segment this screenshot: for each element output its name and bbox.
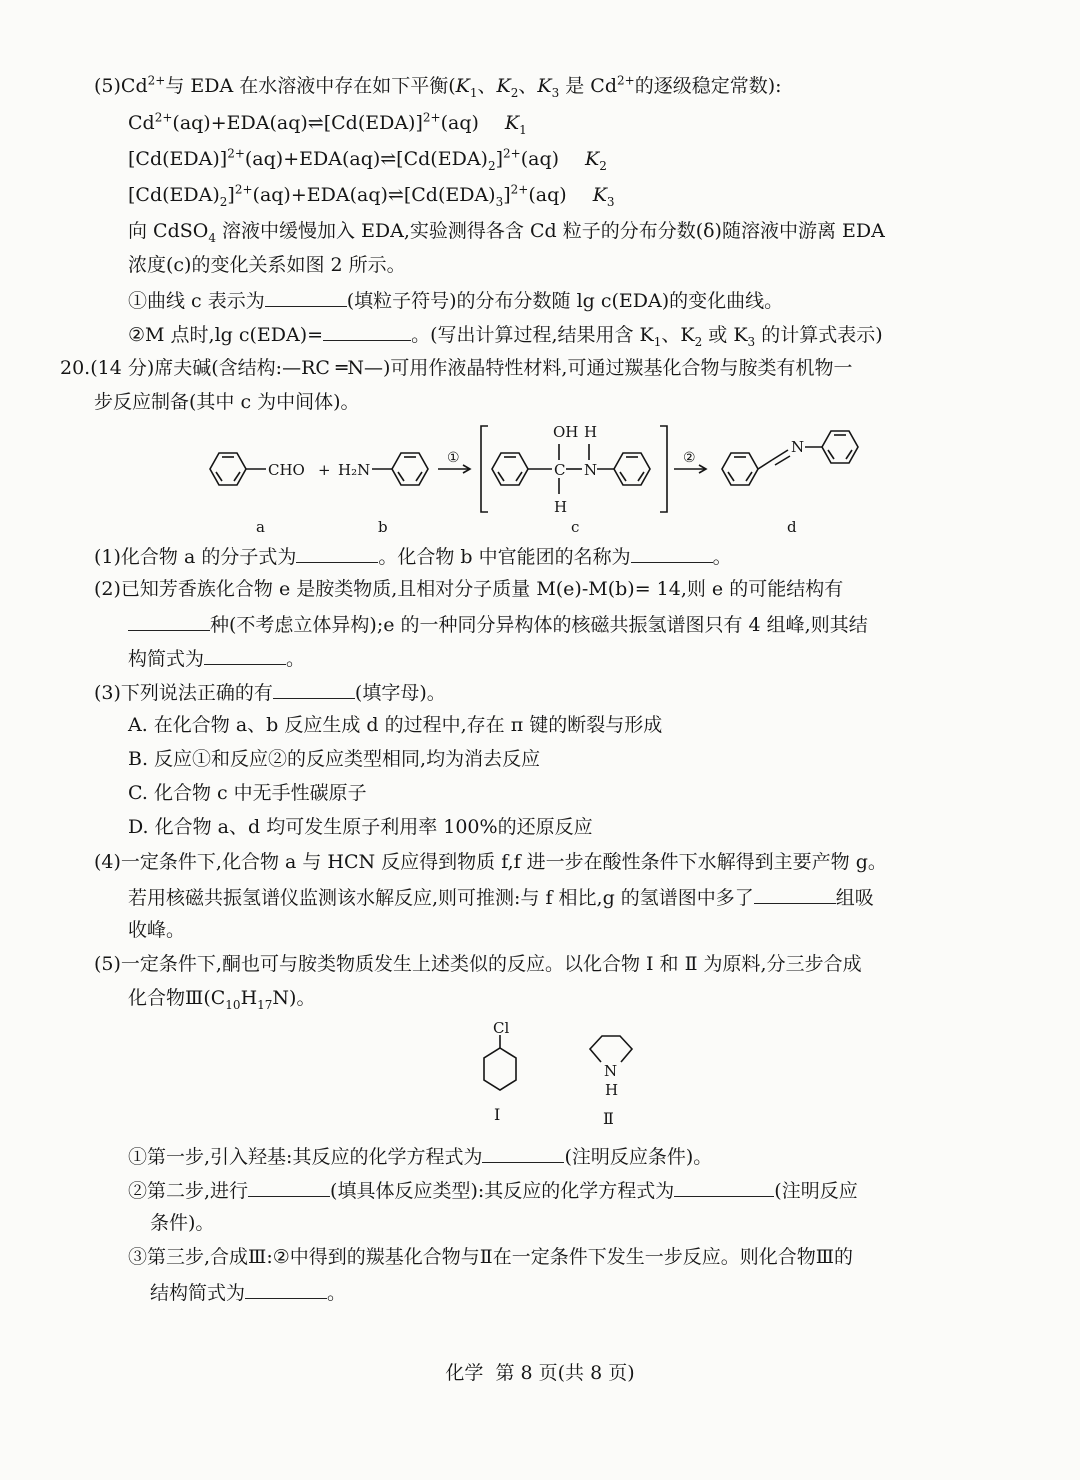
oh-label: OH — [553, 423, 579, 441]
q20-2: (2)已知芳香族化合物 e 是胺类物质,且相对分子质量 M(e)-M(b)= 14,则 e 的可能结构有 — [94, 578, 844, 600]
nh-h-label: H — [584, 423, 598, 441]
compound-ii-label: Ⅱ — [603, 1109, 614, 1128]
answer-blank[interactable] — [323, 320, 411, 341]
carbon-label: C — [554, 461, 566, 479]
page-footer: 化学 第 8 页(共 8 页) — [445, 1362, 635, 1384]
q20-5-step3-line2: 结构简式为 。 — [150, 1278, 346, 1306]
q20-4: (4)一定条件下,化合物 a 与 HCN 反应得到物质 f,f 进一步在酸性条件下水解得到主要产物 g。 — [94, 851, 887, 873]
answer-blank[interactable] — [245, 1278, 327, 1299]
answer-blank[interactable] — [296, 542, 378, 563]
imine-n-label: N — [791, 438, 805, 456]
plus-sign: + — [318, 461, 331, 479]
q19-5-sub1: ①曲线 c 表示为 (填粒子符号)的分布分数随 lg c(EDA)的变化曲线。 — [128, 286, 783, 314]
answer-blank[interactable] — [631, 542, 713, 563]
equilibrium-1: $Cd^{2+}(aq)+EDA(aq)\rightleftharpoons[Cd(EDA)]^{2+}(aq)$ $K_1$ — [128, 110, 527, 137]
ring-n-label: N — [604, 1062, 618, 1080]
benzene-ring-b — [392, 453, 428, 485]
chlorine-label: Cl — [493, 1019, 510, 1037]
label-c: c — [571, 518, 580, 536]
q19-5-sub2: ②M 点时,lg c(EDA)= 。(写出计算过程,结果用含 $K_1$、$K_2$ 或 $K_3$ 的计算式表示) — [128, 320, 883, 348]
compounds-structures — [460, 1018, 660, 1133]
label-a: a — [256, 518, 265, 536]
answer-blank[interactable] — [265, 286, 347, 307]
answer-blank[interactable] — [482, 1142, 564, 1163]
q20-5-line2: 化合物$Ⅲ(C_{10}H_{17}N)$。 — [128, 987, 316, 1012]
cyclohexane-ring — [484, 1048, 516, 1090]
benzene-ring-c2 — [614, 453, 650, 485]
option-d: D. 化合物 a、d 均可发生原子利用率 100%的还原反应 — [128, 816, 593, 838]
answer-blank[interactable] — [204, 644, 286, 665]
q20-2-line2: 种(不考虑立体异构);e 的一种同分异构体的核磁共振氢谱图只有 4 组峰,则其结 — [128, 610, 868, 638]
answer-blank[interactable] — [128, 610, 210, 631]
q20-4-line3: 收峰。 — [128, 919, 186, 941]
option-a: A. 在化合物 a、b 反应生成 d 的过程中,存在 π 键的断裂与形成 — [128, 714, 663, 736]
ring-nh-label: H — [605, 1081, 619, 1099]
q20-4-line2: 若用核磁共振氢谱仪监测该水解反应,则可推测:与 f 相比,g 的氢谱图中多了 组吸 — [128, 883, 874, 911]
arrow-1-label: ① — [447, 450, 460, 466]
benzene-ring-d2 — [822, 431, 858, 463]
equilibrium-3: $[Cd(EDA)_2]^{2+}(aq)+EDA(aq)\rightleftharpoons[Cd(EDA)_3]^{2+}(aq)$ $K_3$ — [128, 182, 615, 209]
answer-blank[interactable] — [754, 883, 836, 904]
pyrrolidine-ring — [590, 1036, 632, 1062]
q20-5: (5)一定条件下,酮也可与胺类物质发生上述类似的反应。以化合物 Ⅰ 和 Ⅱ 为原料,分三步合成 — [94, 953, 862, 975]
label-b: b — [378, 518, 388, 536]
answer-blank[interactable] — [273, 678, 355, 699]
option-b: B. 反应①和反应②的反应类型相同,均为消去反应 — [128, 748, 541, 770]
compound-i-label: Ⅰ — [494, 1105, 501, 1124]
q19-5-description: 向 CdSO$_4$ 溶液中缓慢加入 EDA,实验测得各含 Cd 粒子的分布分数(δ)随溶液中游离 EDA — [128, 220, 885, 245]
h2n-label: H₂N — [338, 461, 371, 479]
label-d: d — [787, 518, 797, 536]
answer-blank[interactable] — [248, 1176, 330, 1197]
q20-5-step2-line2: 条件)。 — [150, 1212, 215, 1234]
nitrogen-label: N — [584, 461, 598, 479]
equilibrium-2: $[Cd(EDA)]^{2+}(aq)+EDA(aq)\rightleftharpoons[Cd(EDA)_2]^{2+}(aq)$ $K_2$ — [128, 146, 607, 173]
option-c: C. 化合物 c 中无手性碳原子 — [128, 782, 367, 804]
q20-5-step2: ②第二步,进行 (填具体反应类型):其反应的化学方程式为 (注明反应 — [128, 1176, 858, 1204]
benzene-ring-a — [210, 453, 246, 485]
q19-5-description-2: 浓度(c)的变化关系如图 2 所示。 — [128, 254, 406, 276]
ch-h-label: H — [554, 498, 568, 516]
answer-blank[interactable] — [674, 1176, 774, 1197]
arrow-2-label: ② — [683, 450, 696, 466]
q20-5-step1: ①第一步,引入羟基:其反应的化学方程式为 (注明反应条件)。 — [128, 1142, 712, 1170]
q20-5-step3: ③第三步,合成Ⅲ:②中得到的羰基化合物与Ⅱ在一定条件下发生一步反应。则化合物Ⅲ的 — [128, 1246, 854, 1268]
cho-label: CHO — [268, 461, 305, 479]
benzene-ring-d1 — [722, 453, 758, 485]
q19-5-intro: $(5)Cd^{2+}$与 EDA 在水溶液中存在如下平衡($K_1$、$K_2$、$K_3$ 是 $Cd^{2+}$的逐级稳定常数): — [94, 73, 782, 100]
q20-3: (3)下列说法正确的有 (填字母)。 — [94, 678, 446, 706]
reaction-scheme — [200, 420, 880, 540]
benzene-ring-c1 — [492, 453, 528, 485]
q20-stem: 20.(14 分)席夫碱(含结构:—RC ═N—)可用作液晶特性材料,可通过羰基化合物与胺类有机物一 — [60, 357, 853, 379]
q20-stem-2: 步反应制备(其中 c 为中间体)。 — [94, 391, 360, 413]
q20-1: (1)化合物 a 的分子式为 。化合物 b 中官能团的名称为 。 — [94, 542, 732, 570]
q20-2-line3: 构简式为 。 — [128, 644, 305, 672]
